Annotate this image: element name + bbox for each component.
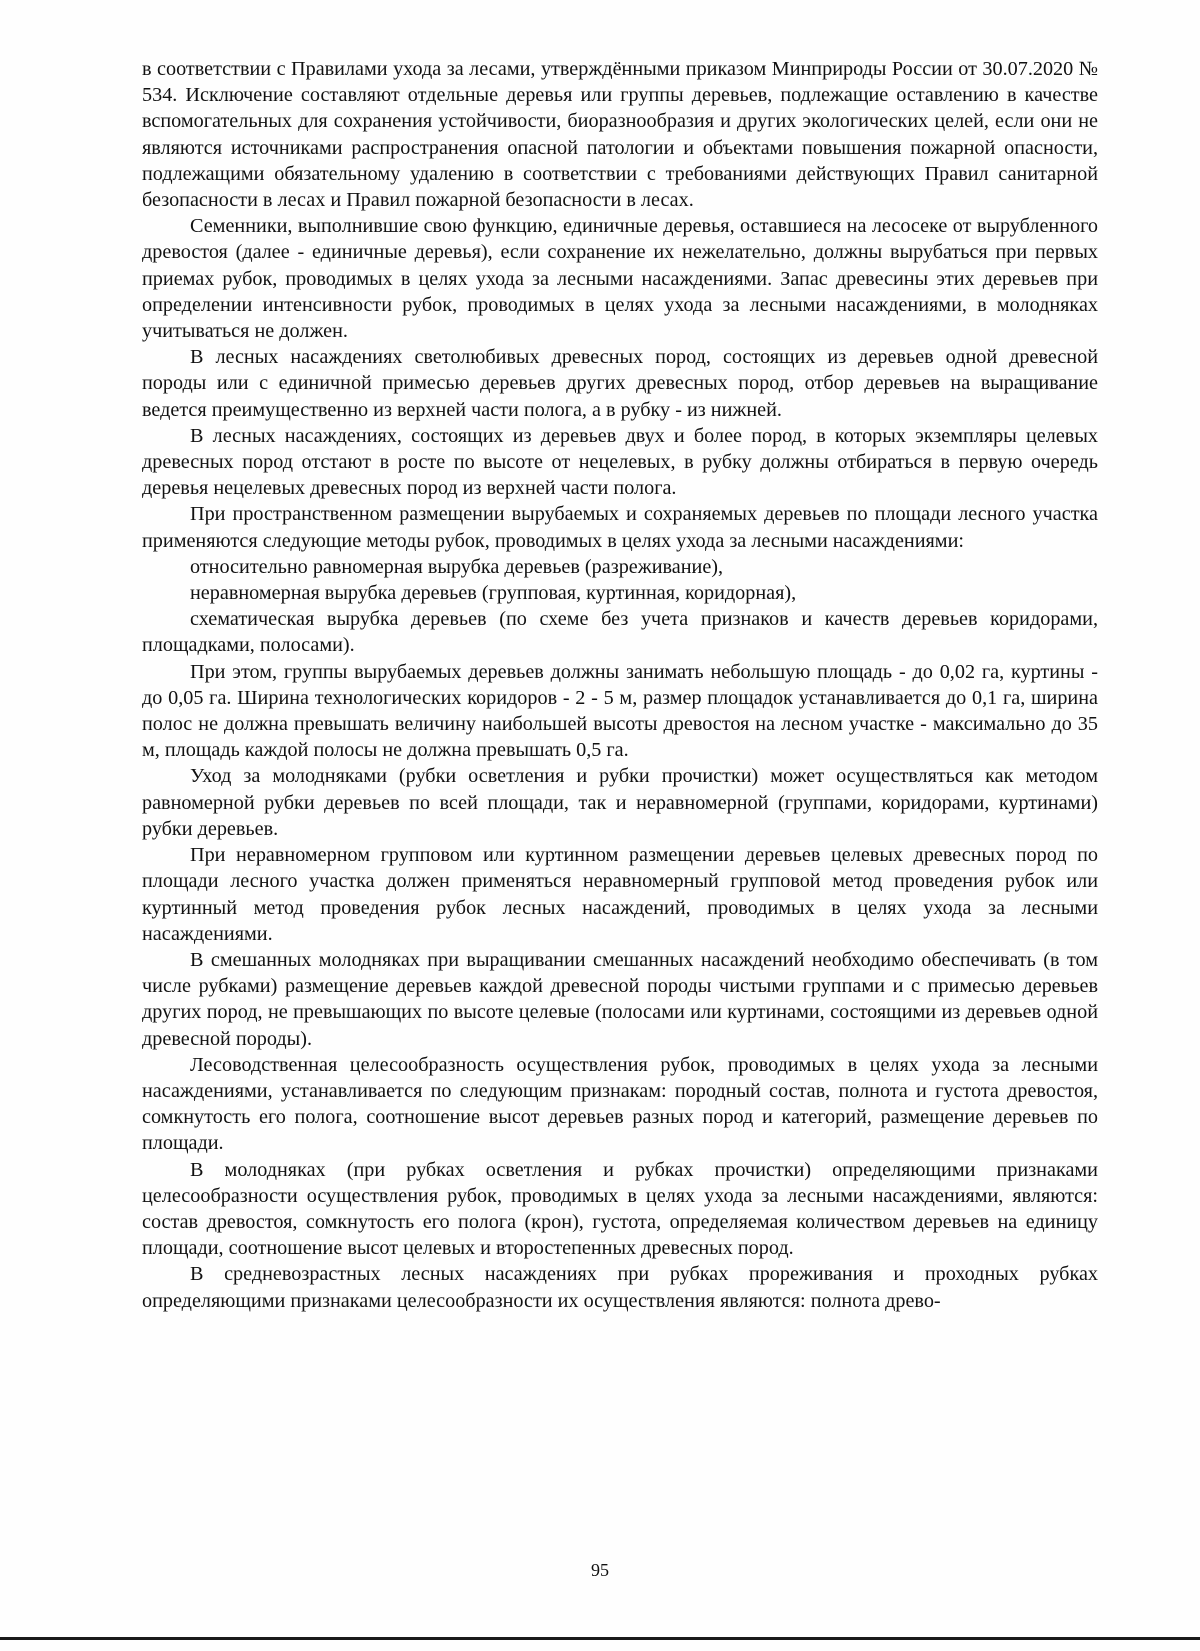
list-item-schematic-cutting: схематическая вырубка деревьев (по схеме без учета признаков и качеств деревьев коридорами, площадками, полосами). <box>142 608 1098 657</box>
list-item-nonuniform-cutting: неравномерная вырубка деревьев (групповая, куртинная, коридорная), <box>190 582 797 605</box>
paragraph-continuation: в соответствии с Правилами ухода за лесами, утверждёнными приказом Минприроды России от 30.07.2020 № 534. Исключение составляют отдельные деревья или группы деревьев, подлежащие оставлению в качестве вспомогательных для сохранения устойчивости, биоразнообразия и других экологических целей, если они не являются источниками распространения опасной патологии и объектами повышения пожарной опасности, подлежащими обязательному удалению в соответствии с требованиями действующих Правил санитарной безопасности в лесах и Правил пожарной безопасности в лесах. <box>142 58 1098 212</box>
bottom-scan-edge <box>0 1637 1200 1640</box>
paragraph-silvicultural-expediency: Лесоводственная целесообразность осуществления рубок, проводимых в целях ухода за лесными насаждениями, устанавливается по следующим признакам: породный состав, полнота и густота древостоя, сомкнутость его полога, соотношение высот деревьев разных пород и категорий, размещение деревьев по площади. <box>142 1053 1098 1155</box>
paragraph-middle-aged-stands: В средневозрастных лесных насаждениях при рубках прореживания и проходных рубках определяющими признаками целесообразности их осуществления являются: полнота древо- <box>142 1263 1098 1312</box>
paragraph-group-sizes: При этом, группы вырубаемых деревьев должны занимать небольшую площадь - до 0,02 га, куртины - до 0,05 га. Ширина технологических коридоров - 2 - 5 м, размер площадок устанавливается до 0,1 га, ширина полос не должна превышать величину наибольшей высоты древостоя на лесном участке - максимально до 35 м, площадь каждой полосы не должна превышать 0,5 га. <box>142 660 1098 762</box>
paragraph-spatial-methods: При пространственном размещении вырубаемых и сохраняемых деревьев по площади лесного участка применяются следующие методы рубок, проводимых в целях ухода за лесными насаждениями: <box>142 503 1098 552</box>
paragraph-young-stand-criteria: В молодняках (при рубках осветления и рубках прочистки) определяющими признаками целесообразности осуществления рубок, проводимых в целях ухода за лесными насаждениями, являются: состав древостоя, сомкнутость его полога (крон), густота, определяемая количеством деревьев на единицу площади, соотношение высот целевых и второстепенных древесных пород. <box>142 1158 1098 1260</box>
paragraph-young-stand-care: Уход за молодняками (рубки осветления и рубки прочистки) может осуществляться как методом равномерной рубки деревьев по всей площади, так и неравномерной (группами, коридорами, куртинами) рубки деревьев. <box>142 765 1098 840</box>
paragraph-mixed-species: В лесных насаждениях, состоящих из деревьев двух и более пород, в которых экземпляры целевых древесных пород отстают в росте по высоте от нецелевых, в рубку должны отбираться в первую очередь деревья нецелевых древесных пород из верхней части полога. <box>142 424 1098 500</box>
page-number: 95 <box>591 1560 609 1580</box>
paragraph-mixed-young-stands: В смешанных молодняках при выращивании смешанных насаждений необходимо обеспечивать (в том числе рубками) размещение деревьев каждой древесной породы чистыми группами и с примесью деревьев других пород, не превышающих по высоте целевые (полосами или куртинами, состоящими из деревьев одной древесной породы). <box>142 948 1098 1050</box>
body-text <box>142 56 1098 1314</box>
paragraph-light-loving-species: В лесных насаждениях светолюбивых древесных пород, состоящих из деревьев одной древесной породы или с единичной примесью деревьев других древесных пород, отбор деревьев на выращивание ведется преимущественно из верхней части полога, а в рубку - из нижней. <box>142 346 1098 421</box>
paragraph-seed-trees: Семенники, выполнившие свою функцию, единичные деревья, оставшиеся на лесосеке от вырубленного древостоя (далее - единичные деревья), если сохранение их нежелательно, должны вырубаться при первых приемах рубок, проводимых в целях ухода за лесными насаждениями. Запас древесины этих деревьев при определении интенсивности рубок, проводимых в целях ухода за лесными насаждениями, в молодняках учитываться не должен. <box>142 215 1098 343</box>
list-item-uniform-cutting: относительно равномерная вырубка деревьев (разреживание), <box>190 555 724 578</box>
paragraph-group-placement: При неравномерном групповом или куртинном размещении деревьев целевых древесных пород по площади лесного участка должен применяться неравномерный групповой метод проведения рубок или куртинный метод проведения рубок лесных насаждений, проводимых в целях ухода за лесными насаждениями. <box>142 844 1098 945</box>
